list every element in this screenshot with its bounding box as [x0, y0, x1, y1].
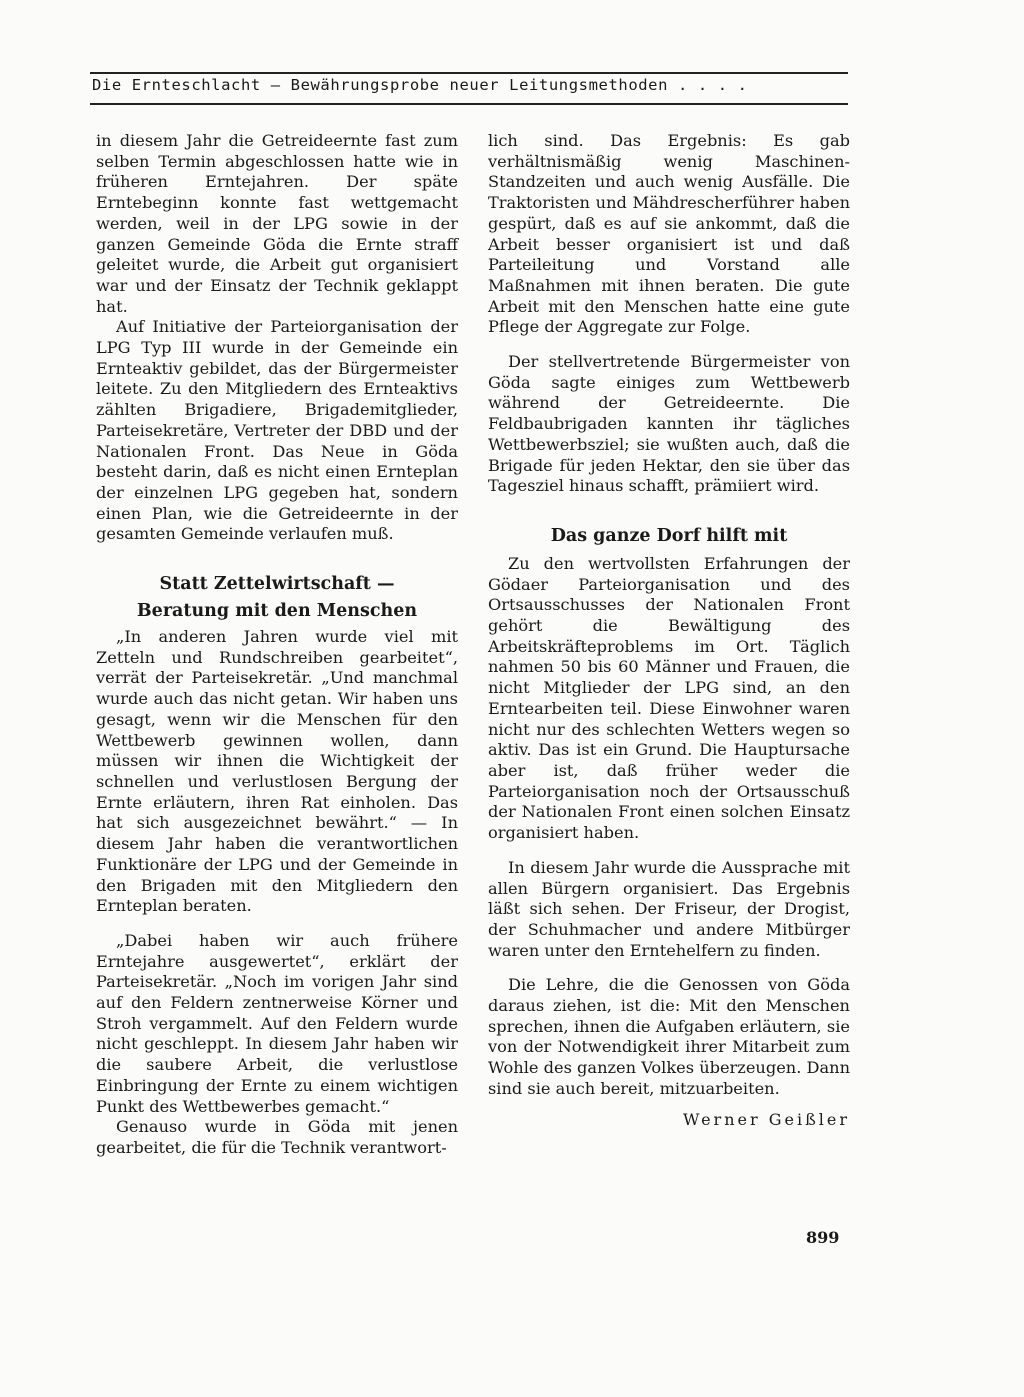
author-signature: Werner Geißler [682, 1109, 850, 1129]
paragraph: „In anderen Jahren wurde viel mit Zetteln und Rundschreiben gearbeitet“, verrät der Parteisekretär. „Und manchmal wurde auch das nicht getan. Wir haben uns gesagt, wenn wir die Menschen für den Wettbewerb gewinnen wollen, dann müssen wir ihnen die Wichtigkeit der schnellen und verlustlosen Bergung der Ernte erläutern, ihren Rat einholen. Das hat sich ausgezeichnet bewährt.“ — In diesem Jahr haben die verantwortlichen Funktionäre der LPG und der Gemeinde in den Brigaden mit den Mitgliedern den Ernteplan beraten. [96, 627, 458, 916]
paragraph: lich sind. Das Ergebnis: Es gab verhältnismäßig wenig Maschinen-Standzeiten und auch wenig Ausfälle. Die Traktoristen und Mähdrescherführer haben gespürt, daß es auf sie ankommt, daß die Arbeit besser organisiert ist und daß Parteileitung und Vorstand alle Maßnahmen mit ihnen beraten. Die gute Arbeit mit den Menschen hatte eine gute Pflege der Aggregate zur Folge. [488, 131, 850, 337]
section-heading: Das ganze Dorf hilft mit [550, 525, 788, 546]
section-heading [96, 571, 458, 625]
paragraph: Zu den wertvollsten Erfahrungen der Gödaer Parteiorganisation und des Ortsausschusses der Nationalen Front gehört die Bewältigung des Arbeitskräfteproblems im Ort. Täglich nahmen 50 bis 60 Männer und Frauen, die nicht Mitglieder der LPG sind, an den Erntearbeiten teil. Diese Einwohner waren nicht nur des schlechten Wetters wegen so aktiv. Das ist ein Grund. Die Hauptursache aber ist, daß früher weder die Parteiorganisation noch der Ortsausschuß der Nationalen Front einen solchen Einsatz organisiert haben. [488, 553, 850, 843]
paragraph: Auf Initiative der Parteiorganisation der LPG Typ III wurde in der Gemeinde ein Ernteaktiv gebildet, das der Bürgermeister leitete. Zu den Mitgliedern des Ernteaktivs zählten Brigadiere, Brigademitglieder, Parteisekretäre, Vertreter der DBD und der Nationalen Front. Das Neue in Göda besteht darin, daß es nicht einen Ernteplan der einzelnen LPG gegeben hat, sondern einen Plan, wie die Getreideernte in der gesamten Gemeinde verlaufen muß. [96, 317, 458, 544]
paragraph: Der stellvertretende Bürgermeister von Göda sagte einiges zum Wettbewerb während der Getreideernte. Die Feldbaubrigaden kannten ihr tägliches Wettbewerbsziel; sie wußten auch, daß die Brigade für jeden Hektar, den sie über das Tagesziel hinaus schafft, prämiiert wird. [488, 352, 850, 496]
running-head: Die Ernteschlacht – Bewährungsprobe neuer Leitungsmethoden . . . . [92, 76, 748, 94]
header-rule-bottom [90, 103, 848, 105]
paragraph: In diesem Jahr wurde die Aussprache mit allen Bürgern organisiert. Das Ergebnis läßt sich sehen. Der Friseur, der Drogist, der Schuhmacher und andere Mitbürger waren unter den Erntehelfern zu finden. [488, 857, 850, 960]
paragraph: „Dabei haben wir auch frühere Erntejahre ausgewertet“, erklärt der Parteisekretär. „Noch im vorigen Jahr sind auf den Feldern zentnerweise Körner und Stroh vergammelt. Auf den Feldern wurde nicht geschleppt. In diesem Jahr haben wir die saubere Arbeit, die verlustlose Einbringung der Ernte zu einem wichtigen Punkt des Wettbewerbes gemacht.“ [96, 930, 458, 1116]
section-heading-line: Beratung mit den Menschen [136, 601, 418, 622]
left-column [96, 131, 458, 1159]
section-heading-line: Statt Zettelwirtschaft — [159, 574, 395, 595]
paragraph: Die Lehre, die die Genossen von Göda daraus ziehen, ist die: Mit den Menschen sprechen, ihnen die Aufgaben erläutern, sie von der Notwendigkeit ihrer Mitarbeit zum Wohle des ganzen Volkes überzeugen. Dann sind sie auch bereit, mitzuarbeiten. [488, 975, 850, 1098]
paragraph: in diesem Jahr die Getreideernte fast zum selben Termin abgeschlossen hatte wie in früheren Erntejahren. Der späte Erntebeginn konnte fast wettgemacht werden, weil in der LPG sowie in der ganzen Gemeinde Göda die Ernte straff geleitet wurde, die Arbeit gut organisiert war und der Einsatz der Technik geklappt hat. [96, 131, 458, 316]
paragraph: Genauso wurde in Göda mit jenen gearbeitet, die für die Technik verantwort- [96, 1117, 458, 1157]
header-rule-top [90, 72, 848, 74]
right-column [488, 131, 850, 1130]
page-number: 899 [806, 1228, 840, 1247]
